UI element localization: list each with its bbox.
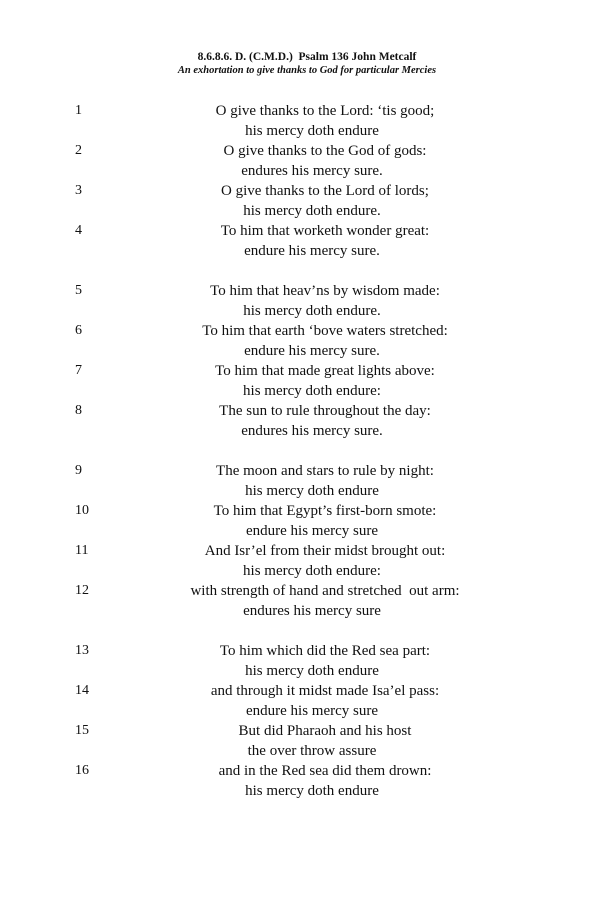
verse-15 <box>0 721 600 761</box>
verse-8 <box>0 401 600 441</box>
verse-line-1: and through it midst made Isa’el pass: <box>210 683 440 699</box>
verse-line-2: endure his mercy sure. <box>244 243 380 259</box>
verse-line-2: his mercy doth endure <box>245 783 379 799</box>
verse-number: 4 <box>75 223 82 238</box>
verse-line-2: the over throw assure <box>247 743 377 759</box>
page-subtitle: An exhortation to give thanks to God for particular Mercies <box>177 65 437 76</box>
verse-number: 14 <box>75 683 89 698</box>
verse-line-2: his mercy doth endure <box>245 663 379 679</box>
verse-line-1: But did Pharaoh and his host <box>238 723 412 739</box>
verse-line-2: endures his mercy sure <box>243 603 381 619</box>
verse-line-2: endure his mercy sure <box>245 523 379 539</box>
verse-14 <box>0 681 600 721</box>
verse-6 <box>0 321 600 361</box>
verse-number: 11 <box>75 543 89 558</box>
verse-number: 8 <box>75 403 82 418</box>
verse-11 <box>0 541 600 581</box>
verse-line-1: with strength of hand and stretched out arm: <box>190 583 460 599</box>
verse-number: 3 <box>75 183 82 198</box>
verse-9 <box>0 461 600 501</box>
verse-line-2: his mercy doth endure: <box>243 383 381 399</box>
verse-line-2: his mercy doth endure: <box>243 563 381 579</box>
verse-line-1: O give thanks to the God of gods: <box>223 143 427 159</box>
verse-line-1: The sun to rule throughout the day: <box>219 403 431 419</box>
stanza-1 <box>0 101 600 261</box>
verse-number: 5 <box>75 283 82 298</box>
verse-line-2: endures his mercy sure. <box>241 163 383 179</box>
verse-line-1: The moon and stars to rule by night: <box>216 463 434 479</box>
verse-line-1: To him which did the Red sea part: <box>219 643 431 659</box>
stanza-4 <box>0 641 600 801</box>
verse-number: 9 <box>75 463 82 478</box>
verse-line-2: his mercy doth endure. <box>243 203 381 219</box>
verse-1 <box>0 101 600 141</box>
psalm-verses <box>0 101 600 821</box>
verse-line-2: endure his mercy sure <box>245 703 379 719</box>
verse-7 <box>0 361 600 401</box>
verse-number: 2 <box>75 143 82 158</box>
verse-line-2: his mercy doth endure. <box>243 303 381 319</box>
page-title: 8.6.8.6. D. (C.M.D.) Psalm 136 John Metcalf <box>197 51 417 63</box>
verse-line-2: endure his mercy sure. <box>244 343 380 359</box>
stanza-3 <box>0 461 600 621</box>
verse-number: 6 <box>75 323 82 338</box>
verse-12 <box>0 581 600 621</box>
verse-line-1: To him that earth ‘bove waters stretched: <box>202 323 448 339</box>
verse-16 <box>0 761 600 801</box>
verse-line-1: O give thanks to the Lord of lords; <box>221 183 429 199</box>
verse-line-1: O give thanks to the Lord: ‘tis good; <box>215 103 435 119</box>
verse-number: 10 <box>75 503 89 518</box>
verse-number: 15 <box>75 723 89 738</box>
verse-number: 13 <box>75 643 89 658</box>
verse-13 <box>0 641 600 681</box>
verse-4 <box>0 221 600 261</box>
verse-line-2: his mercy doth endure <box>245 123 379 139</box>
stanza-2 <box>0 281 600 441</box>
verse-number: 12 <box>75 583 89 598</box>
verse-number: 1 <box>75 103 82 118</box>
verse-line-2: his mercy doth endure <box>245 483 379 499</box>
verse-number: 16 <box>75 763 89 778</box>
verse-10 <box>0 501 600 541</box>
verse-number: 7 <box>75 363 82 378</box>
verse-line-1: To him that made great lights above: <box>215 363 435 379</box>
verse-line-1: And Isr’el from their midst brought out: <box>204 543 446 559</box>
verse-line-1: To him that Egypt’s first-born smote: <box>213 503 437 519</box>
verse-line-1: To him that worketh wonder great: <box>220 223 430 239</box>
verse-2 <box>0 141 600 181</box>
verse-3 <box>0 181 600 221</box>
verse-line-1: To him that heav’ns by wisdom made: <box>210 283 440 299</box>
verse-5 <box>0 281 600 321</box>
verse-line-2: endures his mercy sure. <box>241 423 383 439</box>
document-header <box>0 50 600 78</box>
verse-line-1: and in the Red sea did them drown: <box>218 763 432 779</box>
